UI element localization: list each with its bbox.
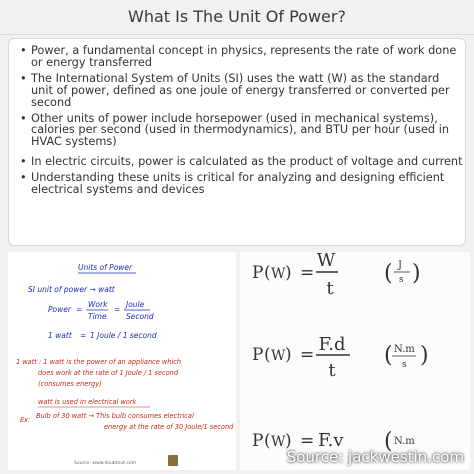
eq2-unit-bottom: s (402, 360, 407, 370)
eq3-unit-paren-open: ( (384, 429, 393, 454)
handwritten-notes (8, 252, 236, 470)
eq3-equals: = (300, 431, 315, 451)
handwritten-notes-panel (8, 252, 236, 470)
eq3-w: W (271, 434, 286, 450)
bullet-item: • In electric circuits, power is calculated as the product of voltage and current (19, 156, 463, 168)
equations-figure (240, 252, 470, 470)
eq1-p: P (252, 263, 264, 283)
bullet-item: • Power, a fundamental concept in physics, represents the rate of work done or energy transferred (19, 45, 463, 69)
equations-panel (240, 252, 470, 470)
eq1-unit-den: s (399, 275, 404, 285)
eq2-paren-close: ) (285, 345, 292, 365)
eq2-unit-paren-close: ) (420, 343, 429, 368)
eq1-denominator: t (326, 278, 334, 299)
eq2-unit-paren-open: ( (384, 343, 393, 368)
work-label: Work (88, 300, 108, 309)
bullet-item: • The International System of Units (SI) uses the watt (W) as the standard unit of power, defined as one joule of energy transferred or converted per second (19, 73, 463, 109)
bullet-item: • Understanding these units is critical for analyzing and designing efficient electrical systems and devices (19, 172, 463, 196)
power-label: Power (48, 305, 71, 314)
eq1-unit-paren-close: ) (412, 261, 421, 286)
eq3-paren-open: ( (264, 431, 271, 451)
bullet-item: • Other units of power include horsepower (used in mechanical systems), calories per second (used in thermodynamics), and BTU per hour (used in HVAC systems) (19, 113, 463, 149)
eq2-w: W (271, 348, 286, 364)
example-line-2: energy at the rate of 30 Joule/1 second (104, 423, 234, 431)
example-label: Ex: (20, 416, 31, 424)
eq1-equals: = (300, 263, 315, 283)
title-bar (0, 0, 474, 35)
example-line-1: Bulb of 30 watt → This bulb consumes electrical (36, 412, 194, 420)
joule-per-second: 1 Joule / 1 second (90, 331, 157, 340)
equals-3: = (80, 331, 87, 340)
eq2-denominator: t (328, 360, 336, 381)
eq3-unit: N.m (394, 436, 415, 447)
eq2-unit-top: N.m (394, 344, 415, 355)
eq3-rhs: F.v (318, 430, 344, 451)
eq1-w: W (271, 266, 286, 282)
eq2-equals: = (300, 345, 315, 365)
eq2-paren-open: ( (264, 345, 271, 365)
eq1-unit-paren-open: ( (384, 261, 393, 286)
eq1-numerator: W (316, 252, 336, 271)
notes-source: Source: www.doubtnut.com (74, 461, 137, 466)
power-equals: = (76, 305, 83, 314)
second-label: Second (126, 312, 154, 321)
eq1-unit-num: J (398, 260, 403, 271)
bullet-list (19, 45, 463, 200)
eq3-p: P (252, 431, 264, 451)
one-watt: 1 watt (48, 331, 72, 340)
time-label: Time (88, 312, 107, 321)
page-title: What Is The Unit Of Power? (128, 7, 346, 26)
summary-card (8, 38, 466, 246)
doubtnut-logo (168, 455, 178, 466)
eq3-paren-close: ) (285, 431, 292, 451)
eq1-paren-close: ) (285, 263, 292, 283)
eq2-p: P (252, 345, 264, 365)
electrical-note: watt is used in electrical work (38, 398, 137, 406)
definition-line-3: (consumes energy) (38, 380, 102, 388)
definition-line-1: 1 watt : 1 watt is the power of an appliance which (16, 358, 182, 366)
source-watermark: Source: jackwestin.com (286, 448, 464, 466)
equals-2: = (114, 305, 121, 314)
eq2-numerator: F.d (318, 334, 346, 355)
eq1-paren-open: ( (264, 263, 271, 283)
joule-label: Joule (126, 300, 145, 309)
definition-line-2: does work at the rate of 1 Joule / 1 second (38, 369, 178, 377)
notes-heading: Units of Power (78, 263, 133, 272)
si-line: SI unit of power → watt (28, 285, 115, 294)
